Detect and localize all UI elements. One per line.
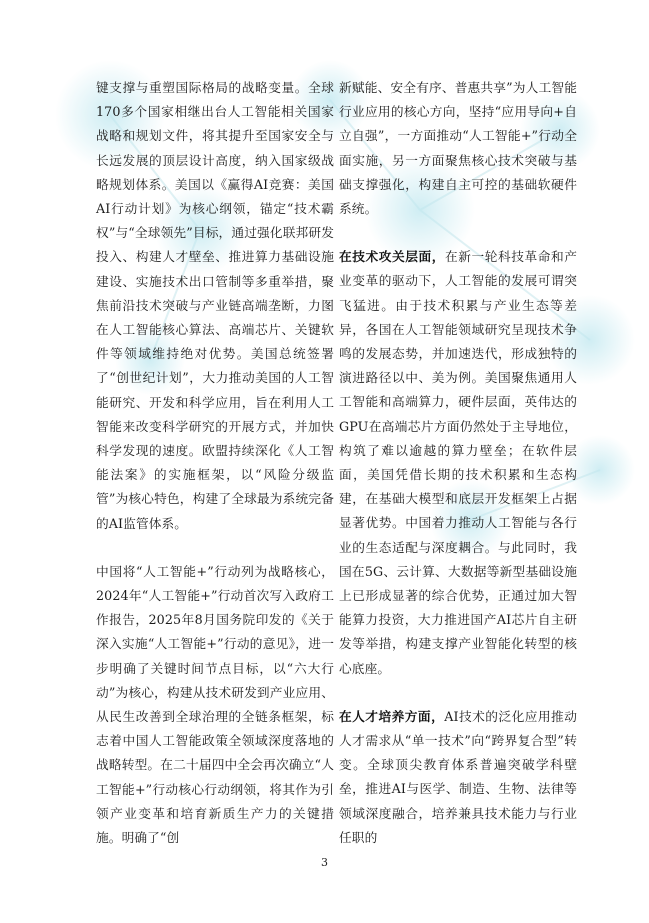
paragraph-gap: [339, 681, 577, 705]
paragraph-gap: [96, 536, 334, 560]
paragraph-gap: [339, 221, 577, 245]
paragraph-text: 新赋能、安全有序、普惠共享”为人工智能行业应用的核心方向，坚持“应用导向+自立自强”，一方面推动“人工智能+”行动全面实施，另一方面聚焦核心技术突破与基础支撑强化，构建自主可控的基础软硬件系统。: [339, 80, 577, 217]
paragraph-lead-heading: 在人才培养方面，: [339, 708, 445, 724]
right-column: [339, 76, 577, 850]
paragraph-text: AI技术的泛化应用推动人才需求从“单一技术”向“跨界复合型”转变。全球顶尖教育体系普遍突破学科壁垒，推进AI与医学、制造、生物、法律等领域深度融合，培养兼具技术能力与行业任职的: [339, 708, 577, 845]
paragraph-global-strategy: 键支撑与重塑国际格局的战略变量。全球170多个国家相继出台人工智能相关国家战略和规划文件，将其提升至国家安全与长远发展的顶层设计高度，纳入国家级战略规划体系。美国以《赢得AI竞赛：美国AI行动计划》为核心纲领，锚定“技术霸权”与“全球领先”目标，通过强化联邦研发投入、构建人才壁垒、推进算力基础设施建设、实施技术出口管制等多重举措，聚焦前沿技术突破与产业链高端垄断，力图在人工智能核心算法、高端芯片、关键软件等领域维持绝对优势。美国总统签署了“创世纪计划”，大力推动美国的人工智能研究、开发和科学应用，旨在利用人工智能来改变科学研究的开展方式，并加快科学发现的速度。欧盟持续深化《人工智能法案》的实施框架，以“风险分级监管”为核心特色，构建了全球最为系统完备的AI监管体系。: [96, 80, 334, 531]
left-column: [96, 76, 334, 850]
paragraph-lead-heading: 在技术攻关层面，: [339, 249, 445, 265]
paragraph-talent: [339, 705, 577, 850]
paragraph-technology: [339, 245, 577, 681]
paragraph-china-ai-plus: 中国将“人工智能+”行动列为战略核心，2024年“人工智能+”行动首次写入政府工作报告，2025年8月国务院印发的《关于深入实施“人工智能+”行动的意见》，进一步明确了关键时间节点目标，以“六大行动”为核心，构建从技术研发到产业应用、从民生改善到全球治理的全链条框架，标志着中国人工智能政策全领域深度落地的战略转型。在二十届四中全会再次确立“人工智能+”行动核心行动纲领，将其作为引领产业变革和培育新质生产力的关键措施。明确了“创: [96, 563, 334, 846]
paragraph-continuation: [339, 76, 577, 221]
paragraph-text: 在新一轮科技革命和产业变革的驱动下，人工智能的发展可谓突飞猛进。由于技术积累与产业生态等差异，各国在人工智能领域研究呈现技术争鸣的发展态势，并加速迭代，形成独特的演进路径以中、美为例。美国聚焦通用人工智能和高端算力，硬件层面，英伟达的GPU在高端芯片方面仍然处于主导地位，构筑了难以逾越的算力壁垒；在软件层面，美国凭借长期的技术积累和生态构建，在基础大模型和底层开发框架上占据显著优势。中国着力推动人工智能与各行业的生态适配与深度耦合。与此同时，我国在5G、云计算、大数据等新型基础设施上已形成显著的综合优势，正通过加大智能算力投资，大力推进国产AI芯片自主研发等举措，构建支撑产业智能化转型的核心底座。: [339, 249, 577, 676]
page-number: 3: [321, 856, 328, 869]
